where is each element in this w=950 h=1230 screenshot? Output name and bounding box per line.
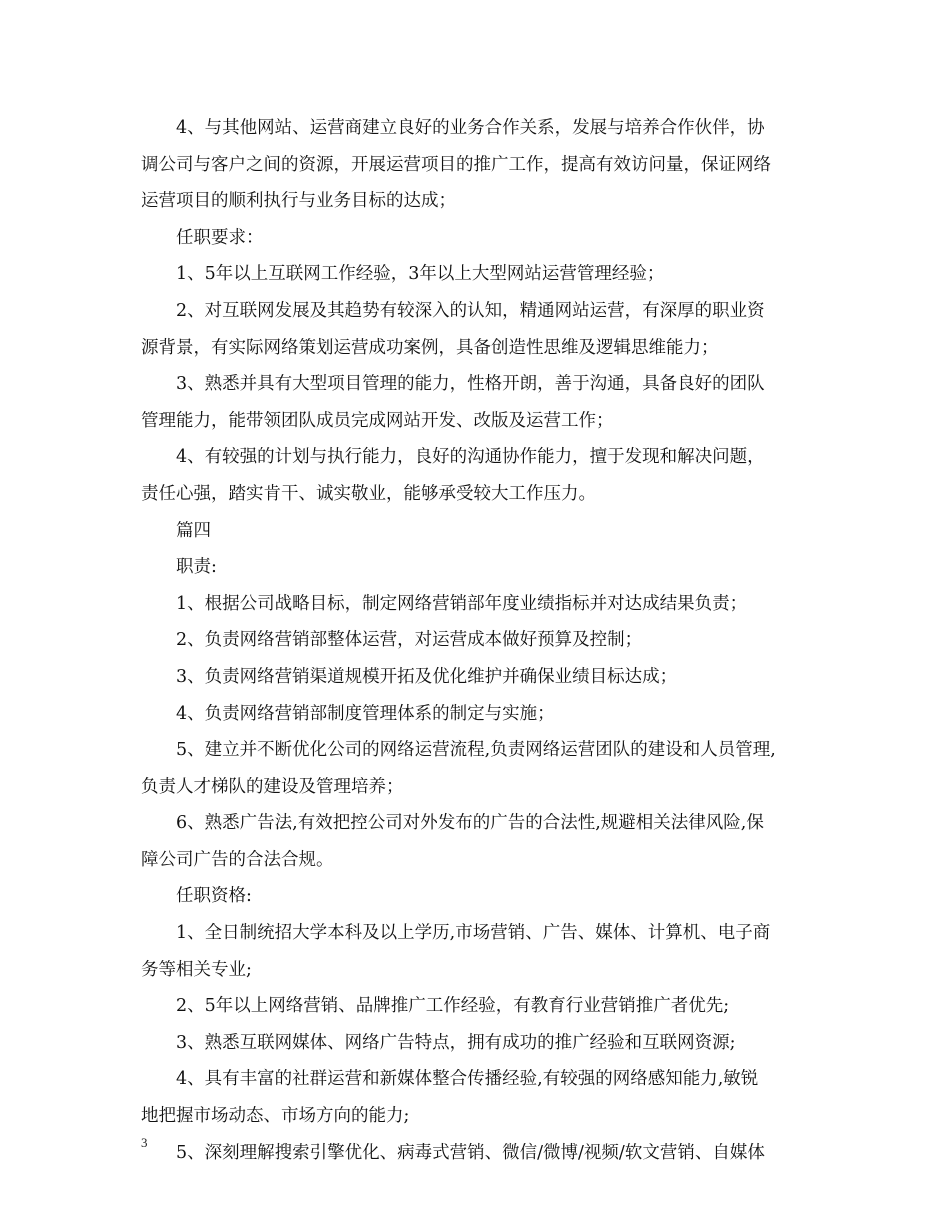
section-heading: 任职要求： xyxy=(176,227,264,248)
paragraph-line: 管理能力，能带领团队成员完成网站开发、改版及运营工作； xyxy=(141,410,614,431)
paragraph-line: 2、5年以上网络营销、品牌推广工作经验，有教育行业营销推广者优先; xyxy=(176,996,730,1017)
section-heading: 任职资格: xyxy=(176,886,252,907)
paragraph-line: 2、负责网络营销部整体运营，对运营成本做好预算及控制； xyxy=(176,630,643,651)
paragraph-line: 责任心强，踏实肯干、诚实敬业，能够承受较大工作压力。 xyxy=(141,483,596,504)
section-heading: 篇四 xyxy=(176,520,211,541)
section-heading: 职责: xyxy=(176,557,217,578)
paragraph-line: 5、建立并不断优化公司的网络运营流程,负责网络运营团队的建设和人员管理, xyxy=(176,740,776,761)
paragraph-line: 运营项目的顺利执行与业务目标的达成； xyxy=(141,191,456,212)
document-body xyxy=(141,110,819,1171)
paragraph-line: 4、有较强的计划与执行能力，良好的沟通协作能力，擅于发现和解决问题， xyxy=(176,447,765,468)
paragraph-line: 5、深刻理解搜索引擎优化、病毒式营销、微信/微博/视频/软文营销、自媒体 xyxy=(176,1142,765,1163)
paragraph-line: 1、根据公司战略目标，制定网络营销部年度业绩指标并对达成结果负责； xyxy=(176,593,748,614)
paragraph-line: 4、负责网络营销部制度管理体系的制定与实施； xyxy=(176,703,555,724)
paragraph-line: 障公司广告的合法合规。 xyxy=(141,849,334,870)
paragraph-line: 务等相关专业; xyxy=(141,959,252,980)
paragraph-line: 源背景，有实际网络策划运营成功案例，具备创造性思维及逻辑思维能力； xyxy=(141,337,719,358)
page-number: 3 xyxy=(141,1135,148,1150)
paragraph-line: 2、对互联网发展及其趋势有较深入的认知，精通网站运营，有深厚的职业资 xyxy=(176,300,765,321)
paragraph-line: 3、熟悉互联网媒体、网络广告特点，拥有成功的推广经验和互联网资源; xyxy=(176,1032,736,1053)
paragraph-line: 地把握市场动态、市场方向的能力; xyxy=(141,1106,410,1127)
paragraph-line: 4、与其他网站、运营商建立良好的业务合作关系，发展与培养合作伙伴，协 xyxy=(176,118,765,138)
paragraph-line: 6、熟悉广告法,有效把控公司对外发布的广告的合法性,规避相关法律风险,保 xyxy=(176,813,764,834)
paragraph-line: 4、具有丰富的社群运营和新媒体整合传播经验,有较强的网络感知能力,敏锐 xyxy=(176,1069,759,1090)
paragraph-line: 1、5年以上互联网工作经验，3年以上大型网站运营管理经验； xyxy=(176,264,665,285)
paragraph-line: 1、全日制统招大学本科及以上学历,市场营销、广告、媒体、计算机、电子商 xyxy=(176,923,771,944)
paragraph-line: 3、熟悉并具有大型项目管理的能力，性格开朗，善于沟通，具备良好的团队 xyxy=(176,374,765,395)
paragraph-line: 3、负责网络营销渠道规模开拓及优化维护并确保业绩目标达成； xyxy=(176,666,678,687)
paragraph-line: 调公司与客户之间的资源，开展运营项目的推广工作，提高有效访问量，保证网络 xyxy=(141,154,771,175)
paragraph-line: 负责人才梯队的建设及管理培养； xyxy=(141,776,404,797)
